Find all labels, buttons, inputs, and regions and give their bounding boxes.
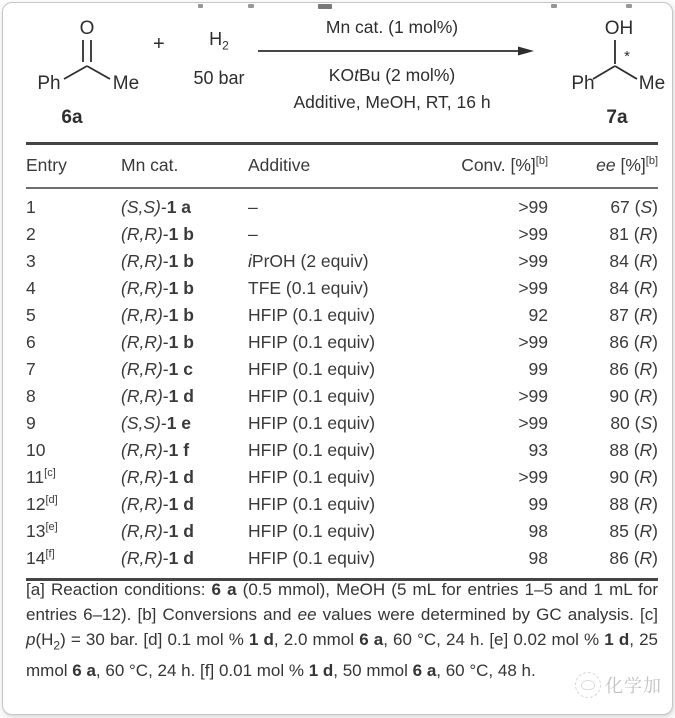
cell-ee: 84 (R)	[609, 278, 658, 298]
table-body	[26, 189, 658, 578]
table-row	[26, 545, 658, 572]
cell-mn-cat: (S,S)-1 e	[121, 413, 192, 433]
phenyl-label: Ph	[37, 73, 61, 94]
cell-ee: 90 (R)	[609, 467, 658, 487]
cell-additive: HFIP (0.1 equiv)	[248, 332, 376, 352]
watermark	[575, 672, 662, 698]
cell-additive: –	[248, 197, 258, 217]
cell-mn-cat: (R,R)-1 b	[121, 278, 194, 298]
cell-mn-cat: (R,R)-1 d	[121, 494, 194, 514]
bond-line	[87, 66, 110, 79]
cell-mn-cat: (R,R)-1 c	[121, 359, 193, 379]
cell-additive: HFIP (0.1 equiv)	[248, 359, 376, 379]
watermark-text: 化学加	[605, 676, 662, 696]
cell-entry: 6	[26, 332, 36, 352]
table-row	[26, 410, 658, 437]
product-structure	[571, 13, 671, 134]
hydroxyl-label: OH	[604, 18, 634, 39]
plus-sign: +	[153, 33, 165, 55]
compound-label-7a: 7a	[606, 107, 628, 128]
bond-line	[593, 66, 615, 79]
cell-conversion: >99	[518, 197, 548, 217]
header-entry: Entry	[26, 155, 67, 175]
methyl-label: Me	[638, 73, 666, 94]
cell-conversion: >99	[518, 386, 548, 406]
bond-line	[615, 66, 637, 79]
table-row	[26, 518, 658, 545]
table-row	[26, 464, 658, 491]
cell-additive: HFIP (0.1 equiv)	[248, 386, 376, 406]
bond-line	[64, 66, 87, 79]
cell-entry: 5	[26, 305, 36, 325]
header-conversion: Conv. [%][b]	[461, 155, 548, 175]
arrowhead	[518, 47, 534, 56]
cell-ee: 90 (R)	[609, 386, 658, 406]
cell-conversion: 93	[528, 440, 548, 460]
cell-mn-cat: (R,R)-1 f	[121, 440, 190, 460]
cell-ee: 88 (R)	[609, 494, 658, 514]
methyl-label: Me	[112, 73, 140, 94]
cell-additive: HFIP (0.1 equiv)	[248, 305, 376, 325]
phenylethanol-drawing	[571, 13, 671, 129]
footnote-block	[26, 577, 658, 683]
table-header-row	[26, 145, 658, 187]
cell-additive: HFIP (0.1 equiv)	[248, 494, 376, 514]
catalyst-condition: Mn cat. (1 mol%)	[325, 17, 459, 37]
cell-entry: 12[d]	[26, 494, 58, 514]
reaction-scheme	[3, 3, 672, 141]
cell-ee: 86 (R)	[609, 359, 658, 379]
cell-entry: 3	[26, 251, 36, 271]
cell-mn-cat: (R,R)-1 d	[121, 548, 194, 568]
cell-mn-cat: (R,R)-1 b	[121, 305, 194, 325]
cell-mn-cat: (R,R)-1 b	[121, 251, 194, 271]
cell-entry: 11[c]	[26, 467, 56, 487]
cell-entry: 2	[26, 224, 36, 244]
reactant-structure	[23, 13, 147, 134]
cell-additive: iPrOH (2 equiv)	[248, 251, 369, 271]
cell-additive: HFIP (0.1 equiv)	[248, 548, 376, 568]
cell-additive: TFE (0.1 equiv)	[248, 278, 369, 298]
carbonyl-oxygen-label: O	[79, 18, 95, 39]
header-mn-cat: Mn cat.	[121, 155, 179, 175]
reaction-arrow-block	[246, 17, 538, 113]
cell-conversion: >99	[518, 413, 548, 433]
additive-condition: Additive, MeOH, RT, 16 h	[293, 92, 491, 112]
cell-conversion: >99	[518, 332, 548, 352]
cell-entry: 4	[26, 278, 36, 298]
cell-entry: 7	[26, 359, 36, 379]
table-row	[26, 302, 658, 329]
cell-ee: 67 (S)	[610, 197, 658, 217]
cell-mn-cat: (R,R)-1 d	[121, 386, 194, 406]
cell-mn-cat: (R,R)-1 b	[121, 224, 194, 244]
cell-conversion: >99	[518, 278, 548, 298]
table-row	[26, 383, 658, 410]
table-row	[26, 437, 658, 464]
table-row	[26, 248, 658, 275]
base-condition: KOtBu (2 mol%)	[328, 65, 456, 85]
header-additive: Additive	[248, 155, 311, 175]
header-ee: ee [%][b]	[596, 155, 658, 175]
phenyl-label: Ph	[571, 73, 595, 94]
table-row	[26, 194, 658, 221]
cell-conversion: 98	[528, 521, 548, 541]
cell-entry: 1	[26, 197, 36, 217]
table-row	[26, 491, 658, 518]
cell-additive: HFIP (0.1 equiv)	[248, 440, 376, 460]
reaction-arrow	[246, 45, 538, 57]
cell-mn-cat: (S,S)-1 a	[121, 197, 192, 217]
cell-ee: 87 (R)	[609, 305, 658, 325]
cell-conversion: 99	[528, 494, 548, 514]
cell-additive: HFIP (0.1 equiv)	[248, 521, 376, 541]
cell-mn-cat: (R,R)-1 d	[121, 521, 194, 541]
cell-conversion: 99	[528, 359, 548, 379]
stereocenter-asterisk: *	[624, 48, 630, 65]
cell-conversion: >99	[518, 251, 548, 271]
cell-entry: 14[f]	[26, 548, 55, 568]
cell-entry: 8	[26, 386, 36, 406]
cell-entry: 9	[26, 413, 36, 433]
table-row	[26, 329, 658, 356]
results-table	[26, 142, 658, 581]
cell-conversion: >99	[518, 224, 548, 244]
cell-conversion: 98	[528, 548, 548, 568]
cell-ee: 80 (S)	[610, 413, 658, 433]
h2-label: $H_2$	[209, 29, 229, 53]
cell-entry: 10	[26, 440, 46, 460]
cell-conversion: 92	[528, 305, 548, 325]
cell-additive: HFIP (0.1 equiv)	[248, 467, 376, 487]
compound-label-6a: 6a	[61, 107, 83, 128]
footnote-text: [a] Reaction conditions: 6 a (0.5 mmol), MeOH (5 mL for entries 1–5 and 1 mL for entries 6–12). [b] Conversions and ee values were determined by GC analysis. [c] $p(H_2) = 30$ bar. [d] 0.1 mol % 1 d, 2.0 mmol 6 a, 60 °C, 24 h. [e] 0.02 mol % 1 d, 25 mmol 6 a, 60 °C, 24 h. [f] 0.01 mol % 1 d, 50 mmol 6 a, 60 °C, 48 h.	[26, 580, 659, 681]
cell-ee: 84 (R)	[609, 251, 658, 271]
table-card	[2, 2, 673, 715]
cell-additive: –	[248, 224, 258, 244]
pressure-label: 50 bar	[193, 67, 245, 88]
cell-entry: 13[e]	[26, 521, 58, 541]
cell-mn-cat: (R,R)-1 b	[121, 332, 194, 352]
cell-ee: 86 (R)	[609, 548, 658, 568]
cell-conversion: >99	[518, 467, 548, 487]
cell-ee: 85 (R)	[609, 521, 658, 541]
table-row	[26, 356, 658, 383]
huaxuejia-logo-icon	[575, 672, 601, 698]
acetophenone-drawing	[23, 13, 147, 129]
cell-additive: HFIP (0.1 equiv)	[248, 413, 376, 433]
cell-ee: 86 (R)	[609, 332, 658, 352]
table-row	[26, 221, 658, 248]
cell-ee: 88 (R)	[609, 440, 658, 460]
table-row	[26, 275, 658, 302]
cell-ee: 81 (R)	[609, 224, 658, 244]
cell-mn-cat: (R,R)-1 d	[121, 467, 194, 487]
